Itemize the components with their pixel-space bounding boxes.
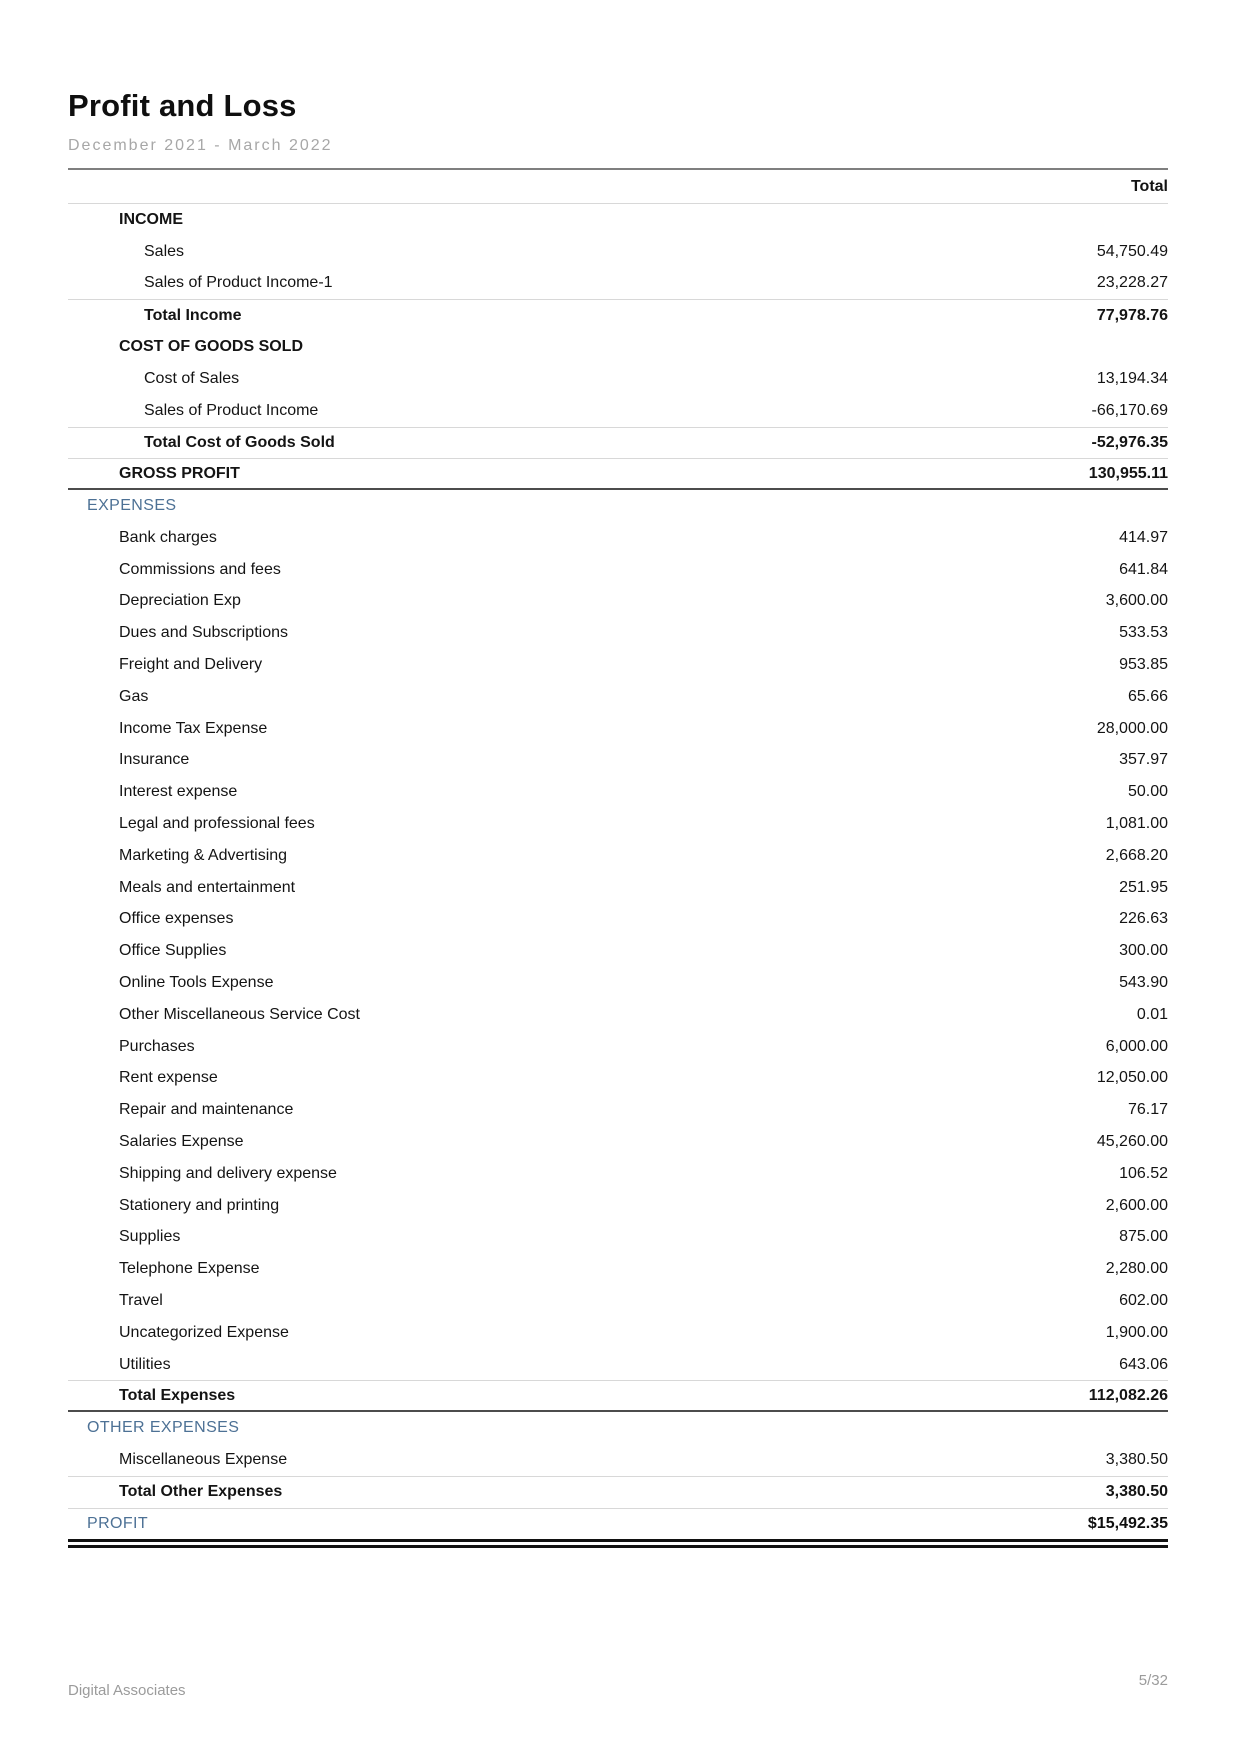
- row-label: PROFIT: [87, 1515, 149, 1533]
- row-value: -66,170.69: [1091, 401, 1168, 419]
- row-label: Telephone Expense: [119, 1260, 260, 1278]
- row-value: 1,900.00: [1105, 1323, 1168, 1341]
- report-row: [68, 1158, 1168, 1190]
- report-row: [68, 268, 1168, 300]
- report-row: [68, 1031, 1168, 1063]
- row-value: 3,600.00: [1105, 592, 1168, 610]
- profit-and-loss-table: [68, 168, 1168, 1548]
- row-label: Interest expense: [119, 783, 238, 801]
- row-label: Meals and entertainment: [119, 878, 296, 896]
- row-label: Shipping and delivery expense: [119, 1164, 337, 1182]
- report-row: [68, 1476, 1168, 1508]
- row-label: Legal and professional fees: [119, 815, 315, 833]
- report-row: [68, 363, 1168, 395]
- row-value: 641.84: [1119, 560, 1168, 578]
- row-label: EXPENSES: [87, 497, 177, 515]
- row-label: Sales of Product Income: [144, 401, 319, 419]
- row-label: Purchases: [119, 1037, 195, 1055]
- report-row: [68, 872, 1168, 904]
- row-label: GROSS PROFIT: [119, 464, 240, 482]
- row-value: 2,668.20: [1105, 846, 1168, 864]
- row-label: Office Supplies: [119, 942, 227, 960]
- report-date-range: December 2021 - March 2022: [68, 137, 333, 154]
- row-value: 414.97: [1119, 528, 1168, 546]
- report-page: [68, 0, 1168, 1548]
- row-value: 953.85: [1119, 656, 1168, 674]
- row-value: 112,082.26: [1088, 1386, 1168, 1404]
- report-row: [68, 967, 1168, 999]
- bottom-double-rule: [68, 1539, 1168, 1548]
- report-row: [68, 1063, 1168, 1095]
- row-label: Salaries Expense: [119, 1133, 244, 1150]
- row-value: 65.66: [1127, 687, 1168, 705]
- report-row: [68, 1508, 1168, 1540]
- row-label: Depreciation Exp: [119, 592, 241, 610]
- row-label: COST OF GOODS SOLD: [119, 338, 304, 356]
- report-row: [68, 840, 1168, 872]
- report-row: [68, 331, 1168, 363]
- report-row: [68, 1126, 1168, 1158]
- report-row: [68, 1412, 1168, 1444]
- row-value: 543.90: [1119, 974, 1168, 992]
- row-value: 50.00: [1127, 783, 1168, 801]
- row-value: $15,492.35: [1087, 1515, 1168, 1533]
- row-label: Commissions and fees: [119, 560, 281, 578]
- row-value: 3,380.50: [1105, 1483, 1168, 1501]
- row-label: Dues and Subscriptions: [119, 624, 288, 642]
- row-value: 602.00: [1119, 1291, 1168, 1309]
- row-label: Other Miscellaneous Service Cost: [119, 1005, 360, 1023]
- row-value: 28,000.00: [1096, 719, 1168, 737]
- row-label: Total Other Expenses: [119, 1483, 283, 1501]
- report-row: [68, 1190, 1168, 1222]
- report-row: [68, 681, 1168, 713]
- row-label: Rent expense: [119, 1069, 218, 1087]
- row-value: 130,955.11: [1088, 464, 1168, 482]
- row-label: INCOME: [119, 210, 183, 228]
- row-value: 23,228.27: [1096, 274, 1168, 292]
- row-value: 251.95: [1119, 878, 1168, 896]
- row-value: 54,750.49: [1096, 242, 1168, 260]
- row-value: 875.00: [1119, 1228, 1168, 1246]
- row-label: Total Income: [144, 306, 242, 324]
- row-label: Online Tools Expense: [119, 974, 274, 992]
- row-label: Freight and Delivery: [119, 656, 263, 674]
- report-row: [68, 522, 1168, 554]
- row-label: OTHER EXPENSES: [87, 1419, 240, 1437]
- row-label: Total Expenses: [119, 1386, 236, 1404]
- table-body: [68, 204, 1168, 1539]
- row-value: 6,000.00: [1105, 1037, 1168, 1055]
- report-row: [68, 1380, 1168, 1412]
- report-row: [68, 1317, 1168, 1349]
- report-row: [68, 713, 1168, 745]
- report-row: [68, 204, 1168, 236]
- row-label: Stationery and printing: [119, 1196, 280, 1214]
- row-label: Income Tax Expense: [119, 719, 268, 737]
- row-label: Miscellaneous Expense: [119, 1450, 288, 1468]
- report-row: [68, 1285, 1168, 1317]
- report-row: [68, 1349, 1168, 1381]
- report-row: [68, 745, 1168, 777]
- row-label: Sales of Product Income-1: [144, 274, 333, 292]
- row-label: Travel: [119, 1291, 163, 1309]
- row-label: Gas: [119, 687, 149, 705]
- row-value: 2,600.00: [1105, 1196, 1168, 1214]
- row-value: 13,194.34: [1096, 369, 1168, 387]
- row-value: 12,050.00: [1096, 1069, 1168, 1087]
- report-row: [68, 395, 1168, 427]
- page-title: Profit and Loss: [68, 88, 297, 123]
- row-value: 45,260.00: [1096, 1133, 1168, 1150]
- row-label: Insurance: [119, 751, 190, 769]
- row-label: Cost of Sales: [144, 369, 240, 387]
- report-row: [68, 904, 1168, 936]
- report-row: [68, 458, 1168, 490]
- row-value: 106.52: [1119, 1164, 1168, 1182]
- row-value: 643.06: [1119, 1355, 1168, 1373]
- report-row: [68, 490, 1168, 522]
- total-column-header: Total: [1130, 177, 1168, 195]
- row-label: Utilities: [119, 1355, 171, 1373]
- row-value: 357.97: [1119, 751, 1168, 769]
- row-value: 2,280.00: [1105, 1260, 1168, 1278]
- row-label: Uncategorized Expense: [119, 1323, 289, 1341]
- row-value: 0.01: [1136, 1005, 1168, 1023]
- row-value: 1,081.00: [1105, 815, 1168, 833]
- footer-company-name: Digital Associates: [68, 1682, 186, 1699]
- row-value: 3,380.50: [1105, 1450, 1168, 1468]
- report-row: [68, 1094, 1168, 1126]
- report-row: [68, 427, 1168, 459]
- row-value: 226.63: [1119, 910, 1168, 928]
- row-label: Office expenses: [119, 910, 234, 928]
- report-row: [68, 299, 1168, 331]
- row-label: Marketing & Advertising: [119, 846, 288, 864]
- table-header-row: [68, 170, 1168, 204]
- report-row: [68, 999, 1168, 1031]
- report-row: [68, 1444, 1168, 1476]
- row-value: -52,976.35: [1091, 433, 1168, 451]
- row-value: 300.00: [1119, 942, 1168, 960]
- row-value: 76.17: [1127, 1101, 1168, 1119]
- row-value: 77,978.76: [1096, 306, 1168, 324]
- report-row: [68, 236, 1168, 268]
- row-label: Bank charges: [119, 528, 217, 546]
- report-row: [68, 1253, 1168, 1285]
- report-row: [68, 617, 1168, 649]
- row-label: Total Cost of Goods Sold: [144, 433, 335, 451]
- row-label: Sales: [144, 242, 185, 260]
- report-row: [68, 935, 1168, 967]
- row-label: Supplies: [119, 1228, 181, 1246]
- report-row: [68, 554, 1168, 586]
- row-value: 533.53: [1119, 624, 1168, 642]
- report-row: [68, 649, 1168, 681]
- report-row: [68, 808, 1168, 840]
- report-row: [68, 776, 1168, 808]
- row-label: Repair and maintenance: [119, 1101, 294, 1119]
- report-row: [68, 1222, 1168, 1254]
- report-row: [68, 586, 1168, 618]
- footer-page-number: 5/32: [1138, 1672, 1168, 1689]
